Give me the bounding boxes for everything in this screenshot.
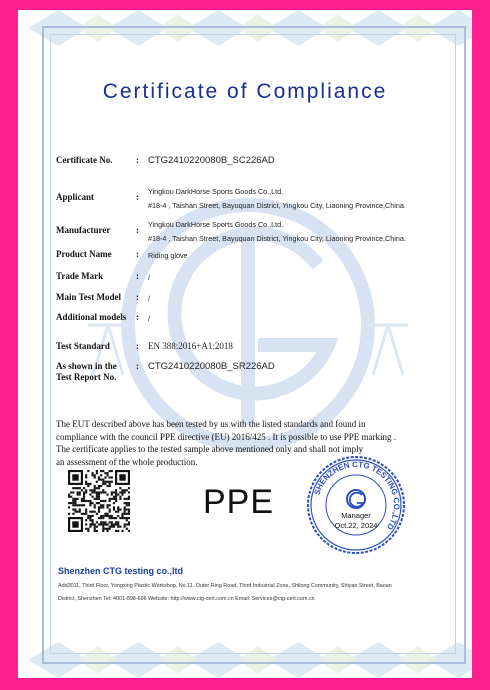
certificate-title: Certificate of Compliance xyxy=(102,80,388,103)
issuer-address xyxy=(58,580,443,606)
field-label: Trade Mark xyxy=(56,271,104,281)
field-colon: : xyxy=(136,271,139,281)
field-label: Test Standard xyxy=(56,341,110,351)
field-value: #18-4 , Taishan Street, Bayuquan District, Yingkou City, Liaoning Province,China. xyxy=(148,201,406,210)
field-label: Main Test Model xyxy=(56,292,122,302)
field-colon: : xyxy=(136,192,139,202)
statement-line: The certificate applies to the tested sample above mentioned only and shall not imply xyxy=(56,444,364,454)
field-label: As shown in the Test Report No. xyxy=(56,361,117,382)
qr-code-icon[interactable] xyxy=(68,470,130,532)
field-colon: : xyxy=(136,249,139,259)
issuer-name: Shenzhen CTG testing co.,ltd xyxy=(58,566,184,576)
field-label: Certificate No. xyxy=(56,155,113,165)
field-colon: : xyxy=(136,225,139,235)
field-label: Additional models xyxy=(56,312,127,322)
field-colon: : xyxy=(136,312,139,322)
field-label: Applicant xyxy=(56,192,95,202)
seal-date: Oct.22, 2024 xyxy=(334,521,378,530)
field-value: CTG2410220080B_SC226AD xyxy=(148,155,275,166)
ppe-mark: PPE xyxy=(203,483,275,521)
field-value: / xyxy=(148,294,150,303)
field-label: Product Name xyxy=(56,249,112,259)
field-value: Riding glove xyxy=(148,251,188,260)
field-value: / xyxy=(148,314,150,323)
field-value: Yingkou DarkHorse Sports Goods Co.,Ltd. xyxy=(148,220,284,229)
seal-ring-text: SHENZHEN CTG TESTING CO.,LTD xyxy=(312,459,402,532)
seal-role: Manager xyxy=(341,511,371,520)
field-value: EN 388:2016+A1:2018 xyxy=(148,341,233,351)
address-line: District, Shenzhen Tel: 4001-898-696 Website: http://www.ctg-cert.com.cn Email: Services@ctg-cert.com.cn xyxy=(58,596,315,602)
field-colon: : xyxy=(136,341,139,351)
field-colon: : xyxy=(136,292,139,302)
certificate-paper xyxy=(18,10,472,678)
field-value: #18-4 , Taishan Street, Bayuquan District, Yingkou City, Liaoning Province,China. xyxy=(148,234,406,243)
company-seal-icon xyxy=(306,455,406,555)
statement-line: compliance with the council PPE directive (EU) 2016/425 . It is possible to use PPE marking . xyxy=(56,431,396,442)
field-colon: : xyxy=(136,155,139,165)
statement-line: an assessment of the whole production. xyxy=(56,456,198,467)
statement-line: The EUT described above has been tested by us with the listed standards and found in xyxy=(56,419,366,429)
field-colon: : xyxy=(136,361,139,371)
field-value: / xyxy=(148,273,150,282)
field-value: Yingkou DarkHorse Sports Goods Co.,Ltd. xyxy=(148,187,284,196)
address-line: Add3011, Third Floor, Yongxing Plastic Workshop, No.11, Outer Ring Road, Third Industrial Zone, Shilong Community, Shiyan Street, Baoan xyxy=(58,583,392,589)
field-value: CTG2410220080B_SR226AD xyxy=(148,361,275,372)
field-label: Manufacturer xyxy=(56,225,111,235)
